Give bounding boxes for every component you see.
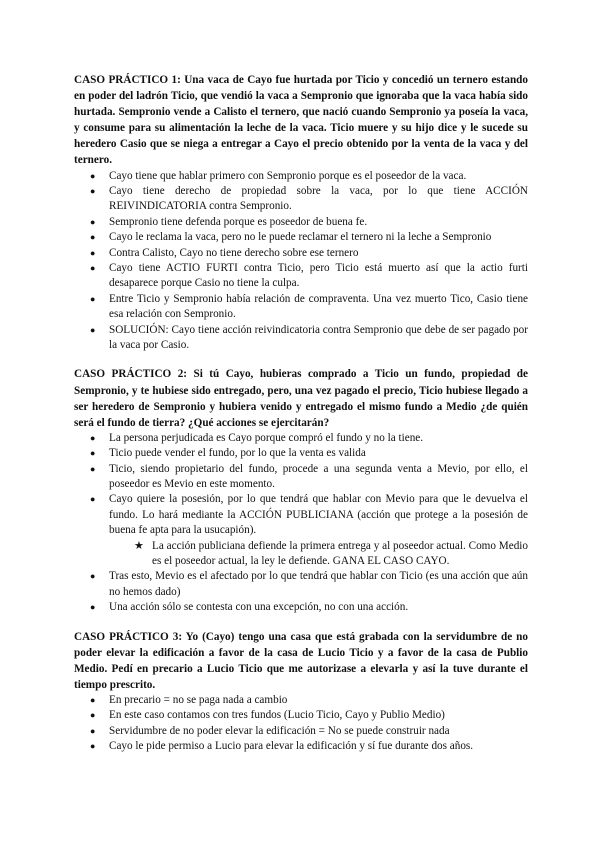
document-page (74, 72, 528, 768)
list-item (74, 246, 528, 261)
list-item (74, 215, 528, 230)
list-item (74, 431, 528, 446)
bullet-icon: ● (90, 232, 96, 243)
bullet-icon: ● (90, 170, 96, 181)
star-icon: ★ (134, 539, 144, 552)
list-item (74, 184, 528, 215)
sub-list-item (74, 539, 528, 570)
case-3 (74, 629, 528, 755)
bullet-icon: ● (90, 432, 96, 443)
list-item (74, 462, 528, 493)
bullet-icon: ● (90, 725, 96, 736)
list-item (74, 600, 528, 615)
bullet-icon: ● (90, 494, 96, 505)
list-item-text: Ticio puede vender el fundo, por lo que la venta es valida (109, 447, 366, 460)
list-item-text: Ticio, siendo propietario del fundo, procede a una segunda venta a Mevio, por ello, el poseedor es Mevio en este momento. (109, 462, 528, 491)
list-item-text: Tras esto, Mevio es el afectado por lo que tendrá que hablar con Ticio (es una acción que aún no hemos dado) (109, 570, 528, 598)
list-item-text: Sempronio tiene defenda porque es poseedor de buena fe. (109, 215, 368, 228)
list-item-text: Servidumbre de no poder elevar la edificación = No se puede construir nada (109, 724, 450, 737)
list-item-text: Cayo tiene que hablar primero con Sempronio porque es el poseedor de la vaca. (109, 169, 467, 182)
bullet-icon: ● (90, 185, 96, 196)
list-item (74, 261, 528, 292)
list-item (74, 492, 528, 538)
bullet-icon: ● (90, 216, 96, 227)
list-item-text: SOLUCIÓN: Cayo tiene acción reivindicatoria contra Sempronio que debe de ser pagado por la vaca por Casio. (109, 323, 528, 352)
list-item (74, 724, 528, 739)
bullet-icon: ● (90, 293, 96, 304)
bullet-icon: ● (90, 741, 96, 752)
list-item (74, 169, 528, 184)
list-item (74, 230, 528, 245)
bullet-icon: ● (90, 448, 96, 459)
list-item (74, 693, 528, 708)
list-item-text: Una acción sólo se contesta con una excepción, no con una acción. (109, 601, 409, 614)
bullet-icon: ● (90, 247, 96, 258)
bullet-icon: ● (90, 263, 96, 273)
case-2-bullet-list (74, 431, 528, 539)
bullet-icon: ● (90, 571, 96, 582)
list-item-text: Cayo tiene derecho de propiedad sobre la vaca, por lo que tiene ACCIÓN REIVINDICATORIA contra Sempronio. (109, 184, 528, 213)
case-2-sub-bullet-list (74, 539, 528, 570)
bullet-icon: ● (90, 695, 96, 706)
case-1-title: CASO PRÁCTICO 1: Una vaca de Cayo fue hurtada por Ticio y concedió un ternero estando en poder del ladrón Ticio, que vendió la vaca a Sempronio que ignoraba que la vaca había sido hurtada. Sempronio vende a Calisto el ternero, que nació cuando Sempronio ya poseía la vaca, y consume para su alimentación la leche de la vaca. Ticio muere y su hijo dice y le sucede su heredero Casio que se niega a entregar a Cayo el precio obtenido por la venta de la vaca y del ternero. (74, 74, 528, 167)
list-item (74, 446, 528, 461)
sub-list-item-text: La acción publiciana defiende la primera entrega y al poseedor actual. Como Medio es el poseedor actual, la ley le defiende. GANA EL CASO CAYO. (152, 539, 528, 568)
list-item-text: La persona perjudicada es Cayo porque compró el fundo y no la tiene. (109, 431, 424, 444)
case-2-bullet-list-after (74, 569, 528, 615)
list-item-text: Cayo quiere la posesión, por lo que tendrá que hablar con Mevio para que le devuelva el fundo. Lo hará mediante la ACCIÓN PUBLICIANA (acción que protege a la posesión de buena fe apta para la usucapión). (109, 493, 528, 537)
case-2 (74, 366, 528, 615)
case-3-title: CASO PRÁCTICO 3: Yo (Cayo) tengo una casa que está grabada con la servidumbre de no poder elevar la edificación a favor de la casa de Lucio Ticio y a favor de la casa de Publio Medio. Pedí en precario a Lucio Ticio que me autorizase a elevarla y así la tuve durante el tiempo prescrito. (74, 630, 528, 691)
bullet-icon: ● (90, 324, 96, 335)
list-item-text: Cayo le reclama la vaca, pero no le puede reclamar el ternero ni la leche a Sempronio (109, 231, 492, 244)
bullet-icon: ● (90, 602, 96, 613)
list-item (74, 292, 528, 323)
case-3-bullet-list (74, 693, 528, 755)
bullet-icon: ● (90, 463, 96, 474)
case-2-title: CASO PRÁCTICO 2: Si tú Cayo, hubieras comprado a Ticio un fundo, propiedad de Sempronio, y te hubiese sido entregado, pero, una vez pagado el precio, Ticio hubiese llegado a ser heredero de Sempronio y hubiera venido y entregado el mismo fundo a Medio ¿de quién será el fundo de tierra? ¿Qué acciones se ejercitarán? (74, 368, 528, 429)
list-item-text: Cayo tiene ACTIO FURTI contra Ticio, pero Ticio está muerto así que la actio furti desaparece porque Casio no tiene la culpa. (109, 262, 528, 290)
case-1 (74, 72, 528, 353)
list-item (74, 739, 528, 754)
bullet-icon: ● (90, 710, 96, 721)
case-1-bullet-list (74, 169, 528, 354)
list-item-text: Contra Calisto, Cayo no tiene derecho sobre ese ternero (109, 246, 359, 259)
list-item-text: En precario = no se paga nada a cambio (109, 694, 288, 707)
list-item-text: Entre Ticio y Sempronio había relación de compraventa. Una vez muerto Tico, Casio tiene esa relación con Sempronio. (109, 292, 528, 321)
list-item (74, 569, 528, 600)
list-item-text: Cayo le pide permiso a Lucio para elevar la edificación y sí fue durante dos años. (109, 740, 474, 753)
list-item (74, 323, 528, 354)
list-item-text: En este caso contamos con tres fundos (Lucio Ticio, Cayo y Publio Medio) (109, 709, 445, 722)
list-item (74, 708, 528, 723)
